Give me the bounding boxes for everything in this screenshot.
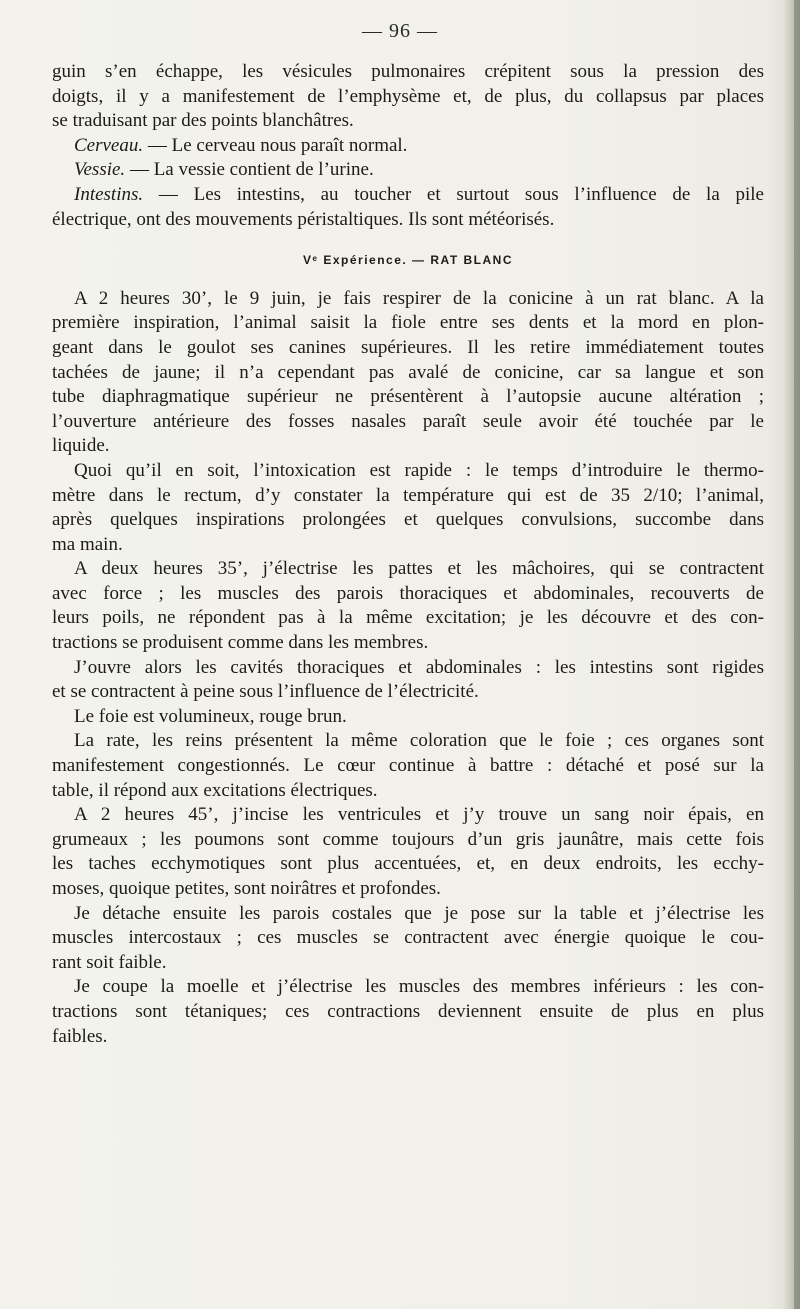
text-line: table, il répond aux excitations électriques. [52, 779, 378, 801]
paragraph [52, 287, 764, 459]
organ-text: — Le cerveau nous paraît normal. [143, 134, 408, 156]
text-line: A 2 heures 30’, le 9 juin, je fais respirer de la conicine à un rat blanc. A la [74, 287, 764, 309]
organ-text: — Les intestins, au toucher et surtout sous l’influence de la pile [143, 183, 764, 205]
paragraph [52, 656, 764, 705]
text-line: après quelques inspirations prolongées et quelques convulsions, succombe dans [52, 509, 764, 531]
text-line: doigts, il y a manifestement de l’emphysème et, de plus, du collapsus par places [52, 85, 764, 107]
paragraph [52, 459, 764, 557]
paragraph [52, 557, 764, 655]
text-line: faibles. [52, 1025, 108, 1047]
text-line: première inspiration, l’animal saisit la fiole entre ses dents et la mord en plon- [52, 312, 764, 334]
paragraph [52, 902, 764, 976]
organ-entry-intestins [52, 183, 764, 208]
text-line: muscles intercostaux ; ces muscles se contractent avec énergie quoique le cou- [52, 927, 764, 949]
organ-entry-cerveau [52, 134, 764, 159]
text-line: A 2 heures 45’, j’incise les ventricules et j’y trouve un sang noir épais, en [74, 804, 764, 826]
text-line: et se contractent à peine sous l’influence de l’électricité. [52, 681, 479, 703]
organ-entry-vessie [52, 158, 764, 183]
text-line: tractions se produisent comme dans les membres. [52, 632, 429, 654]
text-line: rant soit faible. [52, 951, 167, 973]
text-line: La rate, les reins présentent la même coloration que le foie ; ces organes sont [74, 730, 764, 752]
text-line: électrique, ont des mouvements péristaltiques. Ils sont météorisés. [52, 208, 555, 230]
text-line: avec force ; les muscles des parois thoraciques et abdominales, recouverts de [52, 582, 764, 604]
organ-label: Intestins. [74, 183, 144, 205]
text-line: Je coupe la moelle et j’électrise les muscles des membres inférieurs : les con- [74, 976, 764, 998]
organ-label: Vessie. [74, 159, 126, 181]
text-line: geant dans le goulot ses canines supérieures. Il les retire immédiatement toutes [52, 336, 764, 358]
text-line: ma main. [52, 533, 123, 555]
text-line: A deux heures 35’, j’électrise les pattes et les mâchoires, qui se contractent [74, 558, 764, 580]
organ-text: — La vessie contient de l’urine. [125, 159, 374, 181]
text-line: tractions sont tétaniques; ces contractions deviennent ensuite de plus en plus [52, 1000, 764, 1022]
text-line: Je détache ensuite les parois costales que je pose sur la table et j’électrise les [74, 902, 764, 924]
section-heading: Vᵉ Expérience. — RAT BLANC [303, 253, 513, 268]
text-line: J’ouvre alors les cavités thoraciques et abdominales : les intestins sont rigides [74, 656, 764, 678]
paragraph [52, 729, 764, 803]
page-number: — 96 — [362, 20, 438, 42]
text-line: guin s’en échappe, les vésicules pulmonaires crépitent sous la pression des [52, 61, 764, 82]
text-line: manifestement congestionnés. Le cœur continue à battre : détaché et posé sur la [52, 755, 764, 777]
text-line: mètre dans le rectum, d’y constater la température qui est de 35 2/10; l’animal, [52, 484, 764, 506]
paragraph [52, 803, 764, 901]
text-line: tube diaphragmatique supérieur ne présentèrent à l’autopsie aucune altération ; [52, 386, 764, 408]
paragraphs [52, 287, 764, 1049]
paragraph [52, 975, 764, 1049]
text-line: liquide. [52, 435, 110, 457]
text-line: grumeaux ; les poumons sont comme toujours d’un gris jaunâtre, mais cette fois [52, 828, 764, 850]
text-line: les taches ecchymotiques sont plus accentuées, et, en deux endroits, les ecchy- [52, 853, 764, 875]
paragraph [52, 705, 764, 730]
organ-label: Cerveau. [74, 134, 144, 156]
text-line: moses, quoique petites, sont noirâtres et profondes. [52, 878, 441, 899]
text-line: leurs poils, ne répondent pas à la même excitation; je les découvre et des con- [52, 607, 764, 629]
page-body [52, 60, 764, 1049]
text-line: Quoi qu’il en soit, l’intoxication est rapide : le temps d’introduire le thermo- [74, 459, 764, 481]
text-line: Le foie est volumineux, rouge brun. [74, 705, 347, 727]
text-line: tachées de jaune; il n’a cependant pas avalé de conicine, car sa langue et son [52, 361, 764, 383]
page-edge-binding [794, 0, 800, 1309]
text-line: se traduisant par des points blanchâtres. [52, 110, 354, 132]
text-line: l’ouverture antérieure des fosses nasales paraît seule avoir été touchée par le [52, 410, 764, 432]
